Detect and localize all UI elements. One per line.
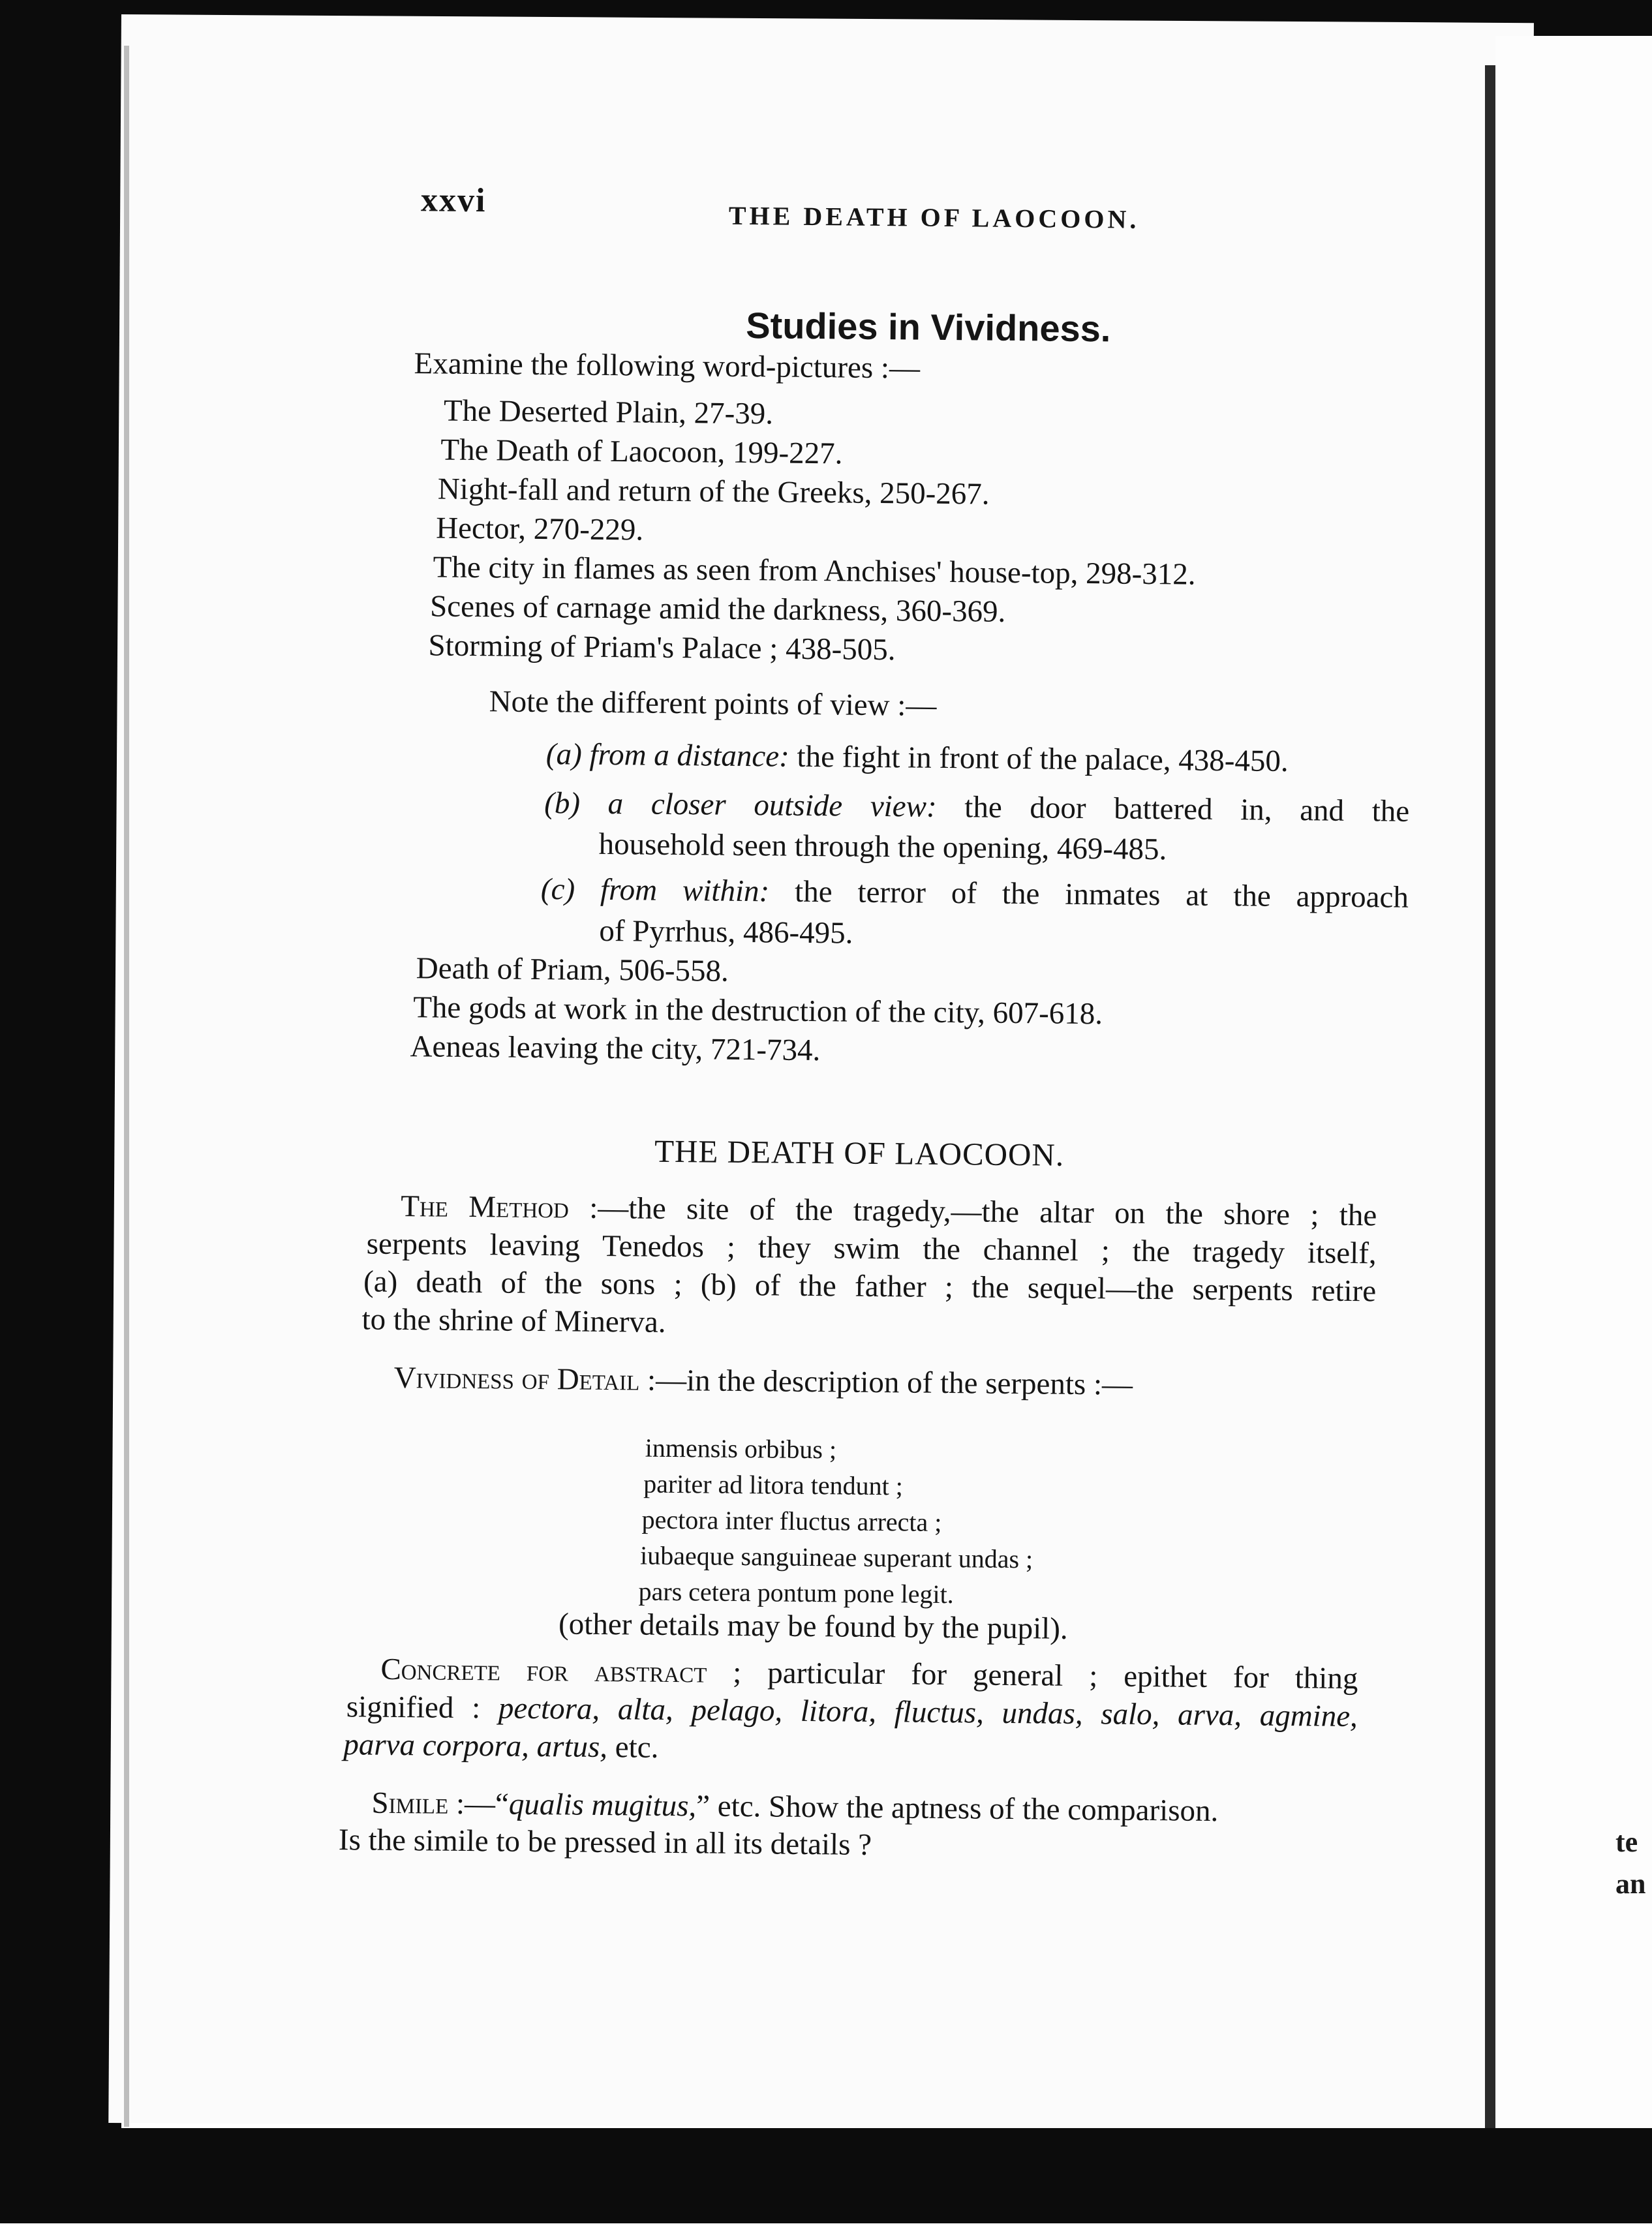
other-details-note: (other details may be found by the pupil).: [558, 1607, 1068, 1646]
point-a: [546, 739, 1289, 777]
latin-quote-line: pariter ad litora tendunt ;: [643, 1469, 904, 1501]
simile-label: Simile: [371, 1786, 449, 1821]
concrete-text: ; particular for general ; epithet for thing: [707, 1655, 1358, 1696]
study-item: Hector, 270-229.: [436, 511, 644, 547]
method-label: The Method: [401, 1189, 570, 1225]
concrete-examples-cont: parva corpora, artus,: [343, 1728, 608, 1765]
point-a-text: the fight in front of the palace, 438-450.: [797, 739, 1289, 779]
concrete-line-3: [343, 1729, 658, 1763]
point-c-text: the terror of the inmates at the approach: [794, 874, 1409, 915]
study-item: The Death of Laocoon, 199-227.: [440, 433, 843, 471]
method-line-3: (a) death of the sons ; (b) of the father ; the sequel—the serpents retire: [363, 1264, 1377, 1309]
concrete-line-1: [380, 1654, 1358, 1694]
concrete-signified: signified :: [346, 1690, 499, 1726]
concrete-examples: pectora, alta, pelago, litora, fluctus, undas, salo, arva, agmine,: [498, 1691, 1358, 1734]
concrete-line-2: [346, 1692, 1358, 1732]
facing-page-fragment-2: an: [1615, 1868, 1646, 1900]
point-c-label: (c) from within:: [540, 872, 770, 909]
section-heading: THE DEATH OF LAOCOON.: [654, 1133, 1065, 1173]
point-b: [544, 788, 1409, 827]
latin-quote-line: inmensis orbibus ;: [645, 1433, 837, 1465]
latin-quote-line: pars cetera pontum pone legit.: [638, 1576, 954, 1609]
studies-intro: Examine the following word-pictures :—: [414, 346, 921, 386]
point-b-text: the door battered in, and the: [964, 790, 1410, 829]
study-item: Aeneas leaving the city, 721-734.: [410, 1029, 821, 1068]
concrete-etc: etc.: [607, 1730, 659, 1765]
simile-text: ” etc. Show the aptness of the comparison.: [696, 1789, 1219, 1829]
concrete-label: Concrete for abstract: [380, 1652, 707, 1690]
point-c: [541, 874, 1409, 913]
latin-quote-line: pectora inter fluctus arrecta ;: [641, 1504, 942, 1537]
method-line-2: serpents leaving Tenedos ; they swim the channel ; the tragedy itself,: [366, 1226, 1377, 1271]
facing-page-fragment-1: te: [1615, 1826, 1638, 1858]
study-item: Scenes of carnage amid the darkness, 360-369.: [429, 589, 1006, 629]
point-b-continued: household seen through the opening, 469-485.: [598, 827, 1167, 867]
vividness-label: Vividness of Detail: [393, 1360, 640, 1397]
point-b-label: (b) a closer outside view:: [543, 786, 937, 824]
latin-quote-line: iubaeque sanguineae superant undas ;: [639, 1540, 1033, 1574]
study-item: The gods at work in the destruction of the city, 607-618.: [412, 990, 1103, 1031]
study-item: The Deserted Plain, 27-39.: [443, 393, 774, 431]
vividness-line: [393, 1360, 1133, 1402]
simile-line-2: Is the simile to be pressed in all its details ?: [338, 1823, 872, 1862]
points-of-view-note: Note the different points of view :—: [489, 684, 937, 723]
study-item: Death of Priam, 506-558.: [416, 951, 729, 988]
method-line-1: [401, 1191, 1377, 1231]
method-text: :—the site of the tragedy,—the altar on the shore ; the: [568, 1191, 1377, 1233]
study-item: Storming of Priam's Palace ; 438-505.: [428, 628, 896, 667]
page-number: xxvi: [420, 181, 487, 220]
running-title: THE DEATH OF LAOCOON.: [728, 200, 1140, 234]
method-line-4: to the shrine of Minerva.: [361, 1302, 666, 1339]
point-c-continued: of Pyrrhus, 486-495.: [599, 913, 853, 951]
point-a-label: (a) from a distance:: [545, 737, 790, 774]
study-item: Night-fall and return of the Greeks, 250-267.: [437, 472, 990, 511]
simile-line-1: [371, 1788, 1218, 1827]
study-item: The city in flames as seen from Anchises' house-top, 298-312.: [433, 550, 1196, 592]
simile-quote: qualis mugitus,: [508, 1787, 697, 1823]
simile-dash: :—“: [448, 1786, 510, 1821]
studies-heading: Studies in Vividness.: [745, 304, 1111, 350]
vividness-text: :—in the description of the serpents :—: [639, 1363, 1133, 1402]
